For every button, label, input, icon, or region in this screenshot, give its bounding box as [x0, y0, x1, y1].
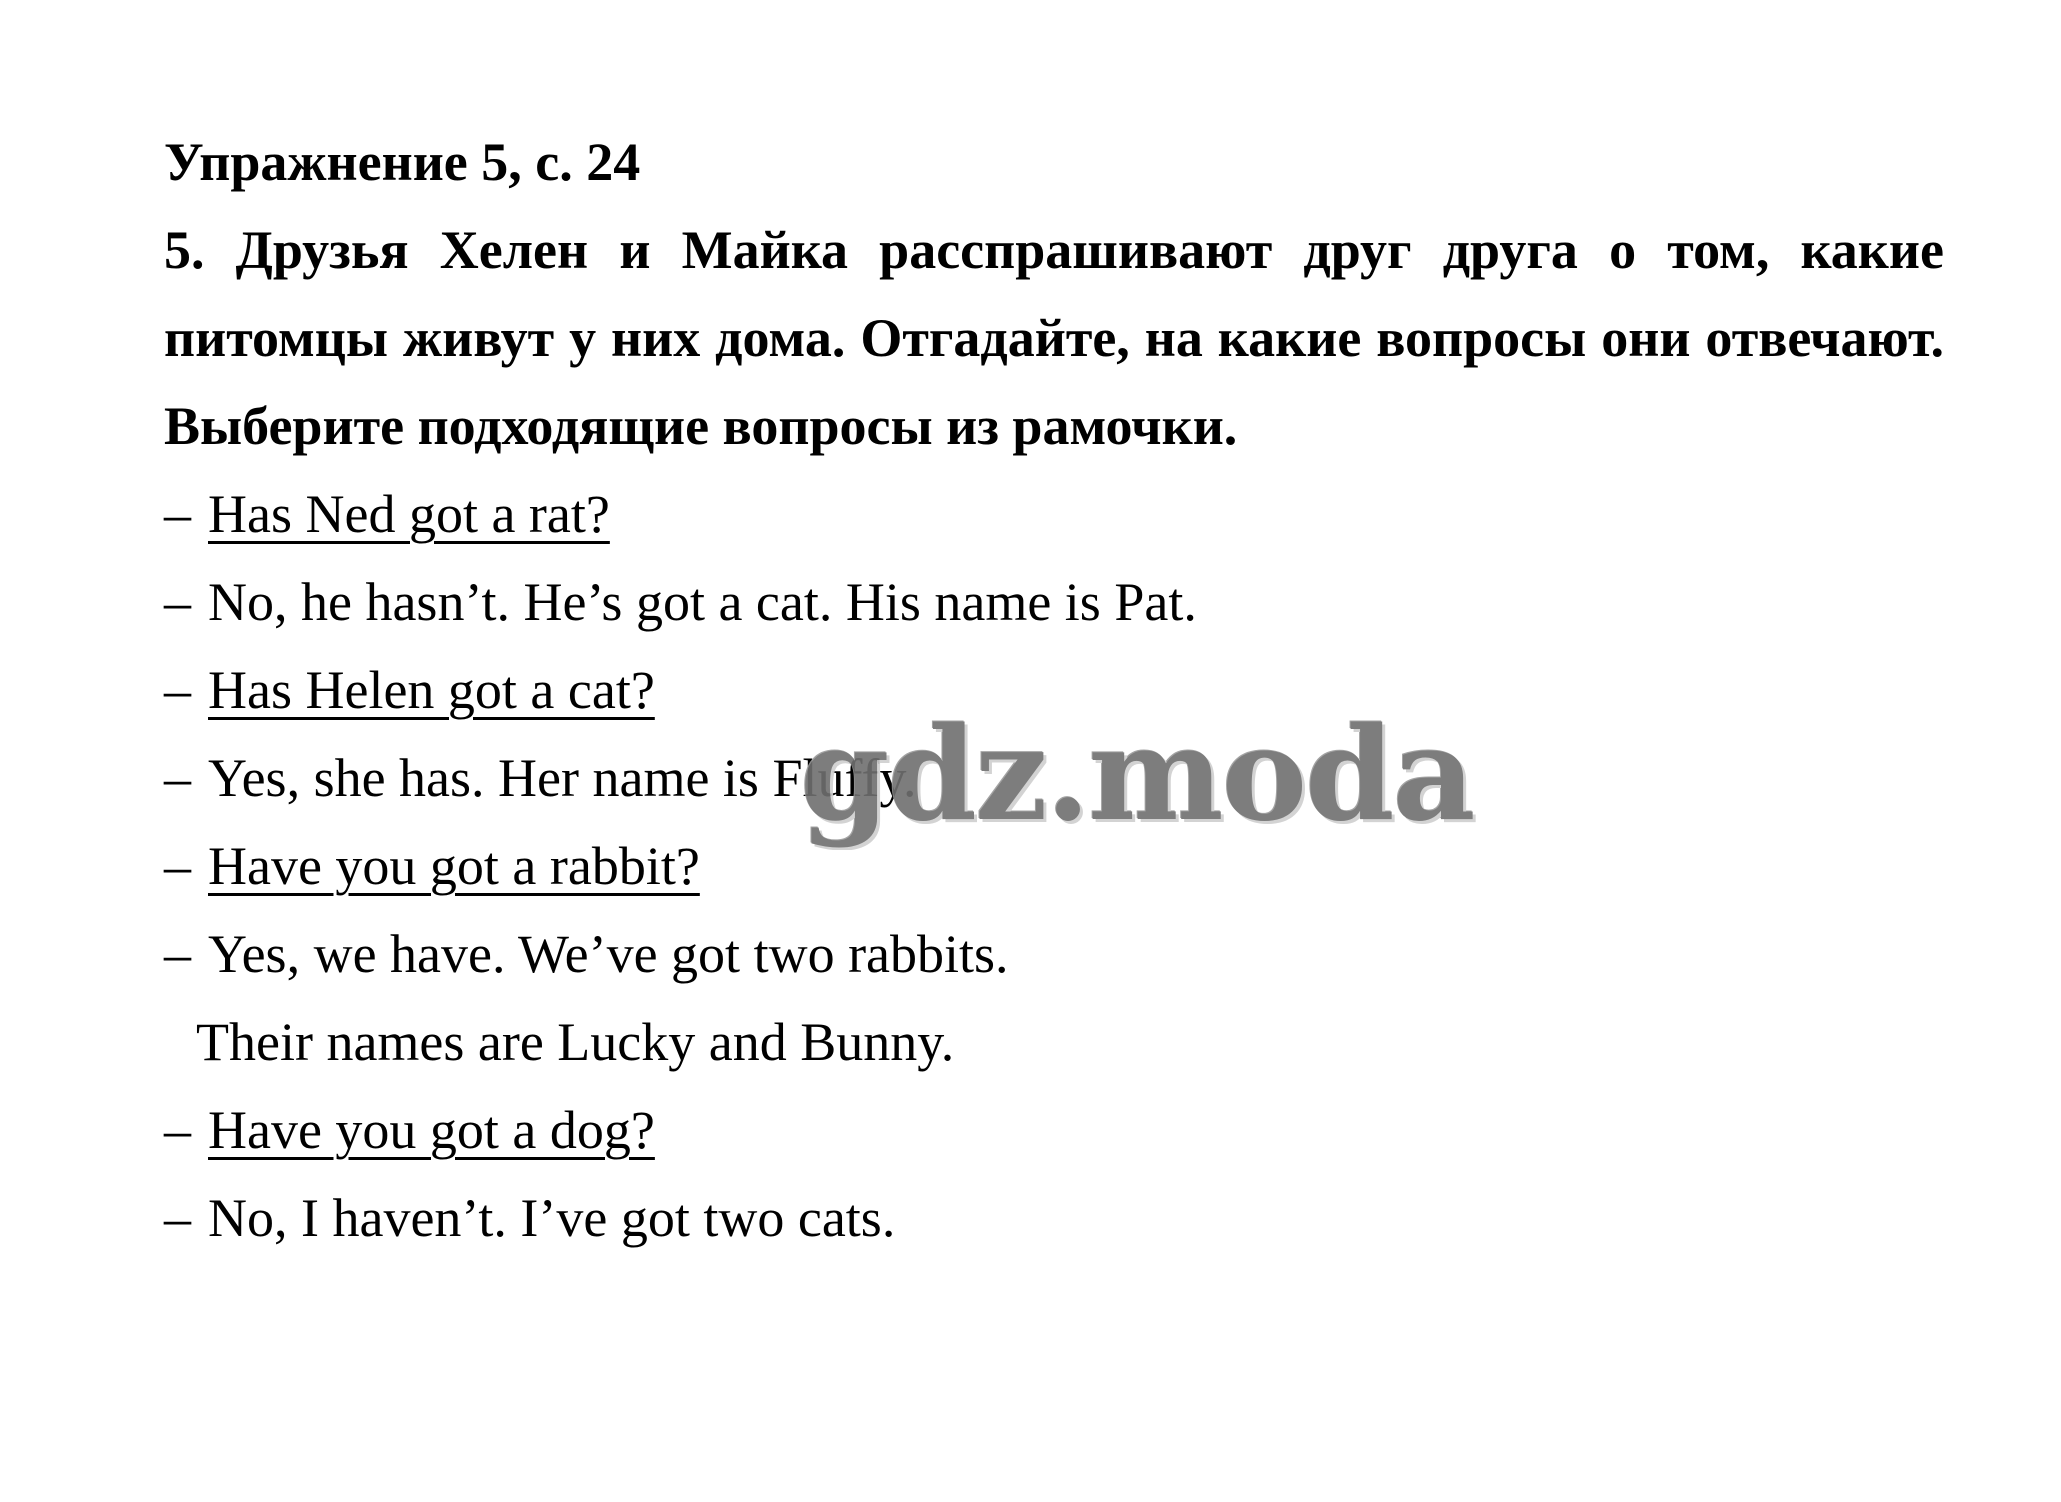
dash: –: [164, 836, 191, 896]
reply-3-continuation: Their names are Lucky and Bunny.: [196, 1012, 955, 1072]
dash: –: [164, 660, 191, 720]
exercise-page: [164, 118, 1944, 1262]
dash: –: [164, 484, 191, 544]
dash: –: [164, 924, 191, 984]
dialogue-line-answer: [164, 910, 1944, 998]
reply-1: No, he hasn’t. He’s got a cat. His name is Pat.: [208, 572, 1197, 632]
task-instructions: 5. Друзья Хелен и Майка расспрашивают друг друга о том, какие питомцы живут у них дома. Отгадайте, на какие вопросы они отвечают. Выберите подходящие вопросы из рамочки.: [164, 220, 1944, 456]
reply-4: No, I haven’t. I’ve got two cats.: [208, 1188, 896, 1248]
dialogue-line-answer: [164, 1174, 1944, 1262]
answer-question-1: Has Ned got a rat?: [208, 484, 610, 544]
dialogue-line-question: [164, 1086, 1944, 1174]
dialogue-line-answer: [164, 558, 1944, 646]
answer-question-3: Have you got a rabbit?: [208, 836, 700, 896]
reply-2: Yes, she has. Her name is Fluffy.: [208, 748, 917, 808]
dash: –: [164, 748, 191, 808]
answer-question-2: Has Helen got a cat?: [208, 660, 655, 720]
dash: –: [164, 1188, 191, 1248]
dialogue-line-continuation: [164, 998, 1944, 1086]
dash: –: [164, 572, 191, 632]
dialogue-line-question: [164, 470, 1944, 558]
reply-3: Yes, we have. We’ve got two rabbits.: [208, 924, 1009, 984]
answer-question-4: Have you got a dog?: [208, 1100, 655, 1160]
dash: –: [164, 1100, 191, 1160]
exercise-title: Упражнение 5, с. 24: [164, 132, 641, 192]
watermark: gdz.moda: [800, 700, 1474, 850]
dialogue: [164, 470, 1944, 1262]
